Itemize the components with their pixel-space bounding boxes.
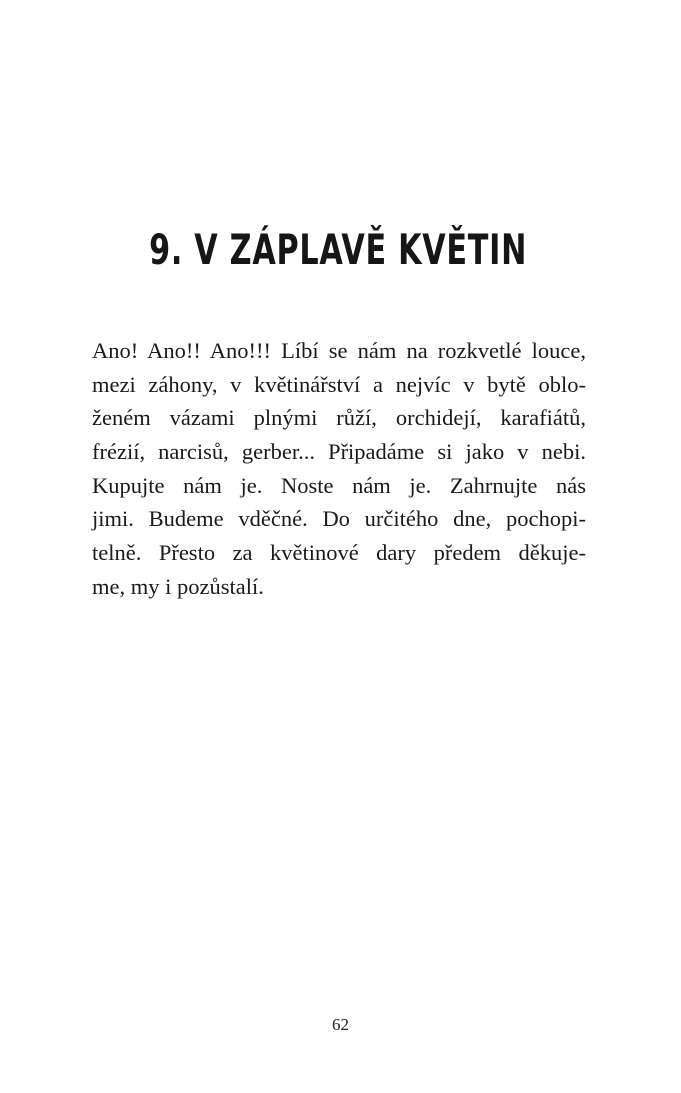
page-number: 62 <box>332 1015 349 1034</box>
text-line: jimi. Budeme vděčné. Do určitého dne, pochopi- <box>92 506 586 532</box>
text-line: mezi záhony, v květinářství a nejvíc v bytě oblo- <box>92 371 586 397</box>
body-paragraph <box>92 334 586 604</box>
text-line: ženém vázami plnými růží, orchidejí, karafiátů, <box>92 405 586 431</box>
text-line: Kupujte nám je. Noste nám je. Zahrnujte nás <box>92 472 586 498</box>
text-line: Ano! Ano!! Ano!!! Líbí se nám na rozkvetlé louce, <box>92 338 586 363</box>
text-line: telně. Přesto za květinové dary předem děkuje- <box>92 540 586 566</box>
chapter-title: 9. V ZÁPLAVĚ KVĚTIN <box>149 225 528 274</box>
text-line: frézií, narcisů, gerber... Připadáme si jako v nebi. <box>92 439 586 465</box>
text-line: me, my i pozůstalí. <box>92 573 264 599</box>
